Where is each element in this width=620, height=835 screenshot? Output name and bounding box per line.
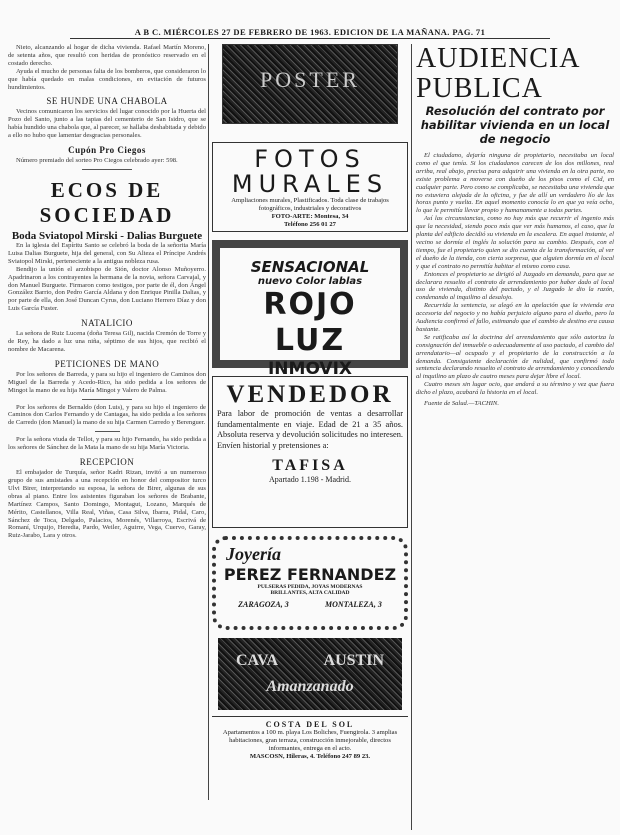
vendedor-ad — [212, 376, 408, 528]
article-text: Por los señores de Barreda, y para su hijo el ingeniero de Caminos don Miguel de la Barreda y Acedo-Rico, ha sido pedida a los señores de Mingot la mano de su hija María Mingot y Valero de Palma. — [8, 370, 206, 394]
article-text: El ciudadano, dejaría ninguna de propietario, necesitaba un local como el que tenía. Si los ciudadanos carecen de los dos millones, real arriba, real abajo, precisa para adquirir una vivienda en la otra parte, no existe problema a moverse con dueño de los pisos como el Cid, en cualquier parte. Pero como se complicaba, se necesitaba una vivienda que no estuviera alejada de la oficina, y fue de allí un verdadero lío de las horas punto y vuelta. En aquel momento conocía lo en que ya veía ocho, lo que le permitía llevar propio y humanamente a todas partes. — [416, 152, 614, 215]
article-text: Nieto, alcanzando al hogar de dicha vivienda. Rafael Martín Moreno, de setenta años, que resultó con heridas de pronóstico reservado en el costado derecho. — [8, 44, 206, 67]
ad-title: MURALES — [231, 170, 389, 198]
column-rule — [208, 44, 209, 800]
ad-text: AUSTIN — [323, 652, 384, 669]
divider — [95, 431, 120, 432]
ad-text: Amanzanado — [266, 678, 354, 695]
page-header: A B C. MIÉRCOLES 27 DE FEBRERO DE 1963. EDICION DE LA MAÑANA. PAG. 71 — [70, 26, 550, 39]
article-text: Por los señores de Bernaldo (don Luis), y para su hijo el ingeniero de Caminos don Carlos Fernando y de Cantagas, ha sido pedida a los señores de Carredo (don Manuel) la mano de su hija Carmen Carredo y Berenguer. — [8, 403, 206, 427]
ad-text: Apartado 1.198 - Madrid. — [269, 475, 351, 484]
ad-text: Para labor de promoción de ventas a desarrollar fundamentalmente en viaje. Edad de 21 a 35 años. Absoluta reserva y devolución solicitudes no interesen. Envíen historial y pretensiones a: — [217, 409, 403, 450]
ad-text: Ampliaciones murales, Plastificados. Toda clase de trabajos fotográficos, industriales y decorativos — [231, 197, 389, 212]
heading: PETICIONES DE MANO — [54, 358, 160, 369]
column-rule — [411, 44, 412, 830]
ad-title: FOTOS — [254, 145, 366, 173]
ad-text: INMOVIX — [267, 359, 353, 379]
ad-text: PULSERAS PEDIDA, JOYAS MODERNAS — [257, 584, 363, 590]
ad-brand: ROJO LUZ — [263, 287, 357, 358]
article-text: Cuatro meses sin lugar ocio, que andará a su término y vez que fuera dicho el plazo, acabará la historia en el local. — [416, 381, 614, 397]
costa-del-sol-ad — [212, 716, 408, 761]
heading: Cupón Pro Ciegos — [68, 145, 146, 156]
signature: Fuente de Salud.—TACHIN. — [424, 400, 499, 408]
left-column — [8, 44, 206, 830]
article-text: El embajador de Turquía, señor Kadri Rizan, invitó a un numeroso grupo de sus amistades a una recepción en honor del compositor turco Ulvi Birer, interpretando su esposa, la señora de Birer, algunas de sus obras al piano. Entre los asistentes figuraban los señores de Brabante, Martínez Campos, Santo Domingo, Montagut, Lozano, Marqués de Mérito, Castellanos, Villa Real, Viñas, Casa Silva, Ibarra, Pidal, Caro, Sánchez de Toca, Delgado, Palacios, Morenés, Villarroya, Escrivá de Romaní, Urquijo, Heredia, Pardo, Weiler, Aguirre, Vega, Cuervo, Garay, Ruiz-Jarabo, Lara y otros. — [8, 469, 206, 540]
section-title: AUDIENCIA PUBLICA — [416, 44, 579, 104]
article-text: Por la señora viuda de Tellot, y para su hijo Fernando, ha sido pedida a los señores de Sánchez de la Mata la mano de su hija María Victoria. — [8, 436, 206, 452]
rojo-luz-ad — [212, 240, 408, 379]
ad-text: FOTO-ARTE: Montesa, 34 — [271, 213, 349, 220]
article-text: Bendijo la unión el arzobispo de Sión, doctor Alonso Muñoyerro. Apadrinaron a los contrayentes la hermana de la novia, señora Carvajal, y don Manuel Burguete. Firmaron como testigos, por parte de él, don Ángel González Barrio, don Pedro García Aldana y don Enrique Pinilla Dalias, y por parte de ella, don José Duncan Cyrus, don Luciano Herrero Díaz y don Luis García Fuster. — [8, 265, 206, 313]
ad-text: BRILLANTES, ALTA CALIDAD — [270, 590, 350, 596]
article-text: Número premiado del sorteo Pro Ciegos celebrado ayer: 598. — [16, 157, 178, 165]
joyeria-ad — [212, 536, 408, 630]
article-text: Se ratificaba así la doctrina del arrendamiento que sólo autoriza la consignación del inmueble o adecuadamente al uso pactado, el cambio del arrendatario—al ocupado y el propietario de la construcción a la demanda. Consiguiente declaración de nulidad, que confirmó toda sentencia declarando resuelto el contrato de arrendamiento y concediendo al inquilino un plazo de cuatro meses para dejar libre el local. — [416, 333, 614, 381]
divider — [82, 169, 132, 170]
ad-text: CAVA — [236, 652, 279, 669]
heading: NATALICIO — [81, 318, 133, 329]
section-title: ECOS DE SOCIEDAD — [39, 177, 175, 227]
ad-text: SENSACIONAL — [250, 258, 370, 276]
divider — [82, 399, 132, 400]
ad-text: MONTALEZA, 3 — [324, 600, 382, 609]
cava-austin-ad — [218, 638, 402, 710]
heading: RECEPCION — [79, 457, 135, 468]
article-text: En la iglesia del Espíritu Santo se celebró la boda de la señorita María Luisa Dalias Burguete, hija del general, con Su Alteza el Príncipe Andrés Sviatopol Mirski, perteneciente a la antigua nobleza rusa. — [8, 241, 206, 265]
ad-text: Teléfono 256 01 27 — [284, 221, 336, 228]
ad-text: MASCOSN, Hileras, 4. Teléfono 247 89 23. — [249, 753, 371, 760]
article-text: Ayuda el mucho de personas falta de los bomberos, que consideraron lo que había quedado en malas condiciones, en evitación de futuros hundimientos. — [8, 67, 206, 91]
article-text: Así las circunstancias, como no hay más que recurrir el ingenio más que la necesidad, siendo poco más que ver más humanos, el caso, que la planta del edificio decidió su vivienda en la escalera. En aquel instante, el vecino se dormía el inglés la solución para su cambio. Después, con el tiempo, fue el propietario quien se dio cuenta de la transformación, al ver el dueño de la tienda, con cierta sorpresa, que alguien dormía en el local y que el contrato no permitía habitar el mismo como casa. — [416, 215, 614, 270]
ad-title: COSTA DEL SOL — [265, 720, 355, 729]
ad-text: Apartamentos a 100 m. playa Los Boliches, Fuengirola. 3 amplias habitaciones, gran terraza, construcción inmejorable, directos informantes, entrega en el acto. — [222, 729, 398, 752]
middle-column — [212, 44, 408, 830]
subtitle: Boda Sviatopol Mirski - Dalias Burguete — [11, 229, 203, 242]
ad-title: TAFISA — [272, 457, 348, 474]
subtitle: Resolución del contrato por habilitar vivienda en un local de negocio — [420, 104, 610, 146]
ad-text: Joyería — [226, 544, 281, 564]
ad-title: VENDEDOR — [226, 381, 394, 408]
ad-text: nuevo Color lablas — [257, 276, 363, 287]
article-text: Recurrida la sentencia, se alegó en la apelación que la vivienda era accesoria del negocio y no había perjuicio alguno para el dueño, pero la Audiencia confirmó el fallo, estimando que el cambio de destino era causa bastante. — [416, 302, 614, 333]
ad-text: ZARAGOZA, 3 — [238, 600, 289, 609]
poster-ad: POSTER — [222, 44, 398, 124]
article-text: La señora de Ruiz Lucena (doña Teresa Gil), nacida Cremón de Torre y de Rey, ha dado a luz una niña, séptimo de sus hijos, que recibió el nombre de Macarena. — [8, 330, 206, 353]
fotos-murales-ad — [212, 142, 408, 232]
right-column — [416, 44, 614, 830]
article-text: Vecinos comunicaron los servicios del lugar conocido por la Huerta del Pozo del Santo, junto a las tapias del cementerio de San Isidro, que se había hundido una chabola que, al parecer, se hallaba deshabitada y debido a ello no hubo que lamentar desgracias personales. — [8, 108, 206, 140]
heading: SE HUNDE UNA CHABOLA — [46, 96, 168, 107]
ad-brand: PEREZ FERNANDEZ — [223, 565, 397, 584]
article-text: Entonces el propietario se dirigió al Juzgado en demanda, para que se declarara resuelto el contrato de arrendamiento por haber dado al local uso de vivienda, distinto del pactado, y el Juzgado le dio la razón, condenando al inquilino al desalojo. — [416, 270, 614, 302]
